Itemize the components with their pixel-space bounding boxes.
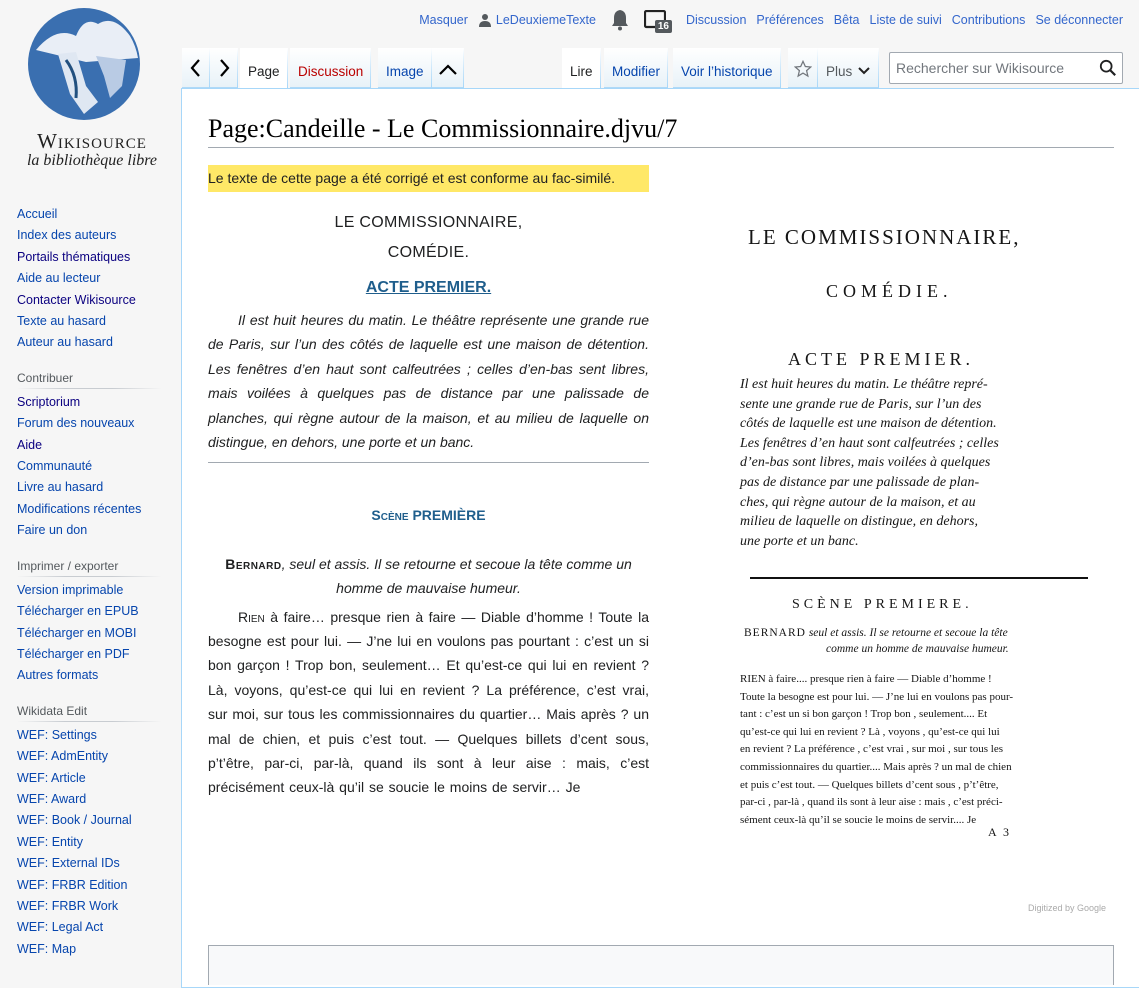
- scan-title: LE COMMISSIONNAIRE,: [748, 225, 1021, 249]
- sidebar-item[interactable]: [17, 623, 162, 644]
- tab-page[interactable]: Page: [240, 48, 288, 88]
- sidebar-link-wef-award[interactable]: WEF: Award: [17, 791, 87, 806]
- sidebar-item[interactable]: [17, 332, 162, 353]
- star-icon: [794, 60, 812, 78]
- scan-speech-line: sément ceux-là qu’il se soucie le moins de servir.... Je: [740, 813, 977, 826]
- logo-wordmark: Wikisource: [37, 129, 147, 153]
- sidebar-link-imprimable[interactable]: Version imprimable: [17, 582, 124, 597]
- scan-stage-line: ches, qui règne autour de la maison, et au: [740, 494, 976, 510]
- sidebar-item[interactable]: [17, 644, 162, 665]
- search-box: [889, 52, 1123, 84]
- character-didascalie: [208, 552, 649, 601]
- sidebar-heading-contribuer: Contribuer: [17, 371, 162, 389]
- act-heading[interactable]: [208, 276, 649, 300]
- scene-word: Scène: [371, 507, 409, 524]
- play-title-line: LE COMMISSIONNAIRE,: [334, 213, 523, 231]
- sidebar-link-wef-entity[interactable]: WEF: Entity: [17, 834, 83, 849]
- sidebar-item[interactable]: [17, 290, 162, 311]
- more-menu[interactable]: [818, 48, 879, 88]
- prev-page-button[interactable]: [182, 48, 210, 88]
- sidebar-link-wef-map[interactable]: WEF: Map: [17, 941, 77, 956]
- play-title: [208, 208, 649, 268]
- scan-speech-line: Toute la besogne est pour lui. — J’ne lui en voulons pas pour-: [740, 690, 1014, 703]
- scan-stage-line: une porte et un banc.: [740, 533, 859, 549]
- sidebar-item[interactable]: [17, 725, 162, 746]
- wikisource-globe-icon: [26, 6, 142, 122]
- preferences-link[interactable]: Préférences: [756, 13, 824, 27]
- sidebar-heading-export: Imprimer / exporter: [17, 559, 162, 577]
- speech-text: [208, 605, 649, 800]
- act-heading-link[interactable]: ACTE PREMIER.: [365, 278, 492, 296]
- sidebar-wikidata: [17, 725, 162, 960]
- sidebar-link-modifications[interactable]: Modifications récentes: [17, 501, 142, 516]
- character-name: Bernard: [225, 555, 282, 572]
- page-tabs: [182, 48, 1123, 88]
- search-input[interactable]: [890, 54, 1094, 82]
- stage-direction: Il est huit heures du matin. Le théâtre représente une grande rue de Paris, sur l’un des côtés de laquelle est une maison de détention. Les fenêtres d’en haut sont calfeutrées ; celles d’en-bas sent libres, mais voilées à quelques pas de distance par une palissade de planches, qui règne autour de la maison, et au milieu de laquelle on distingue, en dehors, une porte et un banc.: [208, 311, 649, 450]
- scan-signature: A 3: [988, 825, 1012, 839]
- sidebar-item[interactable]: [17, 268, 162, 289]
- sidebar-item[interactable]: [17, 832, 162, 853]
- footer-box: [208, 945, 1114, 985]
- sidebar-link-portails[interactable]: Portails thématiques: [17, 249, 131, 264]
- scan-rule: [750, 577, 1088, 579]
- sidebar-item[interactable]: [17, 204, 162, 225]
- user-icon: [478, 13, 492, 27]
- sidebar-link-wef-article[interactable]: WEF: Article: [17, 770, 86, 785]
- sidebar-link-wef-settings[interactable]: WEF: Settings: [17, 727, 97, 742]
- tab-discussion[interactable]: Discussion: [290, 48, 371, 88]
- scene-heading: [208, 503, 649, 527]
- speech-body: à faire… presque rien à faire — Diable d’homme ! Toute la besogne est pour lui. — J’ne lui en voulons pas pourtant : c’est un si bon garçon ! Trop bon, seulement… Et qu’est-ce qui lui en revient ? Là, voyons, qu’est-ce qui lui en revient ? La préférence, c’est vrai, sur moi, sur tous les commissionnaires du quartier… Mais après ? un mal de chien, et puis c’est tout. — Quelques billets d’cent sous, p’t’être, par-ci, par-là, quand ils sont à leur aise : mais, c’est précisément ceux-là qu’il se soucie le moins de servir… Je: [208, 608, 649, 796]
- chevron-up-icon: [438, 62, 458, 78]
- contributions-link[interactable]: Contributions: [951, 13, 1026, 27]
- logo-tagline: la bibliothèque libre: [26, 152, 158, 169]
- sidebar-link-forum[interactable]: Forum des nouveaux: [17, 416, 135, 431]
- sidebar-link-wef-frbr-work[interactable]: WEF: FRBR Work: [17, 898, 119, 913]
- sidebar-item[interactable]: [17, 456, 162, 477]
- sidebar-link-epub[interactable]: Télécharger en EPUB: [17, 604, 139, 619]
- scan-bernard-rest: seul et assis. Il se retourne et secoue la tête: [805, 627, 1008, 639]
- sidebar-link-texte-hasard[interactable]: Texte au hasard: [17, 314, 106, 329]
- sidebar-item[interactable]: [17, 896, 162, 917]
- scan-stage-line: Les fenêtres d’en haut sont calfeutrées ; celles: [740, 435, 999, 451]
- beta-link[interactable]: Bêta: [833, 13, 860, 27]
- search-icon: [1099, 59, 1117, 77]
- notification-badge: 16: [655, 20, 672, 33]
- sidebar-link-wef-frbr-edition[interactable]: WEF: FRBR Edition: [17, 877, 128, 892]
- scan-stage-line: Il est huit heures du matin. Le théâtre repré-: [740, 377, 988, 392]
- sidebar-item[interactable]: [17, 311, 162, 332]
- scan-speech-line: en revient ? La préférence , c’est vrai , sur moi , sur tous les: [740, 743, 1003, 756]
- sidebar-link-wef-external-ids[interactable]: WEF: External IDs: [17, 856, 120, 871]
- user-talk-link[interactable]: Discussion: [685, 13, 747, 27]
- sidebar-item[interactable]: [17, 247, 162, 268]
- sidebar-item[interactable]: [17, 392, 162, 413]
- user-name: LeDeuxiemeTexte: [495, 13, 596, 27]
- scan-comedie: COMÉDIE.: [826, 281, 953, 301]
- sidebar-link-auteurs[interactable]: Index des auteurs: [17, 228, 117, 243]
- play-subtitle-line: COMÉDIE.: [387, 243, 470, 261]
- sidebar-contribuer: [17, 392, 162, 542]
- sidebar-link-wef-legal-act[interactable]: WEF: Legal Act: [17, 920, 104, 935]
- chevron-down-icon: [857, 66, 871, 76]
- sidebar-link-wef-admentity[interactable]: WEF: AdmEntity: [17, 749, 108, 764]
- sidebar-item[interactable]: [17, 499, 162, 520]
- sidebar-link-accueil[interactable]: Accueil: [17, 207, 58, 221]
- scan-bernard: BERNARD: [744, 627, 806, 639]
- scan-speech-line: par-ci , par-là , quand ils sont à leur aise : mais , c’est préci-: [740, 796, 1003, 809]
- sidebar-item[interactable]: [17, 601, 162, 622]
- sidebar-link-don[interactable]: Faire un don: [17, 523, 88, 538]
- scan-acte: ACTE PREMIER.: [788, 349, 975, 369]
- sidebar-item[interactable]: [17, 580, 162, 601]
- sidebar-link-formats[interactable]: Autres formats: [17, 668, 99, 683]
- sidebar-link-auteur-hasard[interactable]: Auteur au hasard: [17, 335, 113, 350]
- watch-star-button[interactable]: [788, 48, 818, 88]
- scan-stage-line: pas de distance par une palissade de plan-: [740, 475, 980, 490]
- alerts-button[interactable]: [610, 9, 630, 31]
- logout-link[interactable]: Se déconnecter: [1035, 13, 1123, 27]
- sidebar-link-mobi[interactable]: Télécharger en MOBI: [17, 625, 137, 640]
- main-content: [181, 88, 1139, 988]
- sidebar-item[interactable]: [17, 665, 162, 686]
- sidebar-link-pdf[interactable]: Télécharger en PDF: [17, 646, 130, 661]
- chevron-left-icon: [188, 58, 204, 78]
- page-title: Page:Candeille - Le Commissionnaire.djvu/7: [208, 113, 1114, 148]
- sidebar-link-communaute[interactable]: Communauté: [17, 459, 93, 474]
- toggle-header-button[interactable]: [432, 48, 464, 88]
- sidebar-item[interactable]: [17, 875, 162, 896]
- scanned-page-image[interactable]: [682, 189, 1114, 917]
- search-button[interactable]: [1094, 59, 1122, 77]
- sidebar-item[interactable]: [17, 853, 162, 874]
- user-link[interactable]: [478, 13, 596, 27]
- tab-lire[interactable]: Lire: [562, 48, 601, 88]
- scan-character: [744, 627, 1008, 639]
- sidebar-link-wef-book[interactable]: WEF: Book / Journal: [17, 813, 132, 828]
- sidebar-heading-wikidata: Wikidata Edit: [17, 704, 162, 722]
- sidebar-link-livre-hasard[interactable]: Livre au hasard: [17, 480, 104, 495]
- sidebar-item[interactable]: [17, 225, 162, 246]
- sidebar-export: [17, 580, 162, 687]
- scene-number: PREMIÈRE: [412, 507, 486, 524]
- chevron-right-icon: [216, 58, 232, 78]
- sidebar-item[interactable]: [17, 810, 162, 831]
- scan-stage-line: d’en-bas sont libres, mais voilées à quelques: [740, 455, 991, 471]
- scan-speech-line: qu’est-ce qui lui en revient ? Là , voyons , qu’est-ce qui lui: [740, 725, 1000, 738]
- scan-character-line2: comme un homme de mauvaise humeur.: [826, 643, 1009, 655]
- sidebar-link-contacter[interactable]: Contacter Wikisource: [17, 292, 136, 307]
- sidebar-item[interactable]: [17, 917, 162, 938]
- speech-first-word: Rien: [238, 608, 265, 625]
- tab-historique[interactable]: Voir l’historique: [673, 48, 781, 88]
- sidebar-item[interactable]: [17, 789, 162, 810]
- tab-image[interactable]: Image: [378, 48, 432, 88]
- sidebar-link-aide[interactable]: Aide: [17, 437, 43, 452]
- scan-speech-line: et puis c’est tout. — Quelques billets d’cent sous , p’t’être,: [740, 778, 999, 791]
- tab-modifier[interactable]: Modifier: [604, 48, 668, 88]
- sidebar-item[interactable]: [17, 413, 162, 434]
- next-page-button[interactable]: [210, 48, 238, 88]
- scan-stage-line: sente une grande rue de Paris, sur l’un des: [740, 396, 982, 412]
- more-menu-label: Plus: [826, 64, 853, 79]
- transcription-column: [208, 165, 649, 800]
- sidebar-link-aide-lecteur[interactable]: Aide au lecteur: [17, 271, 101, 286]
- bell-icon: [610, 9, 630, 31]
- sidebar-item[interactable]: [17, 939, 162, 960]
- scan-stage-line: milieu de laquelle on distingue, en dehors,: [740, 514, 978, 530]
- notices-button[interactable]: [644, 10, 669, 32]
- sidebar-item[interactable]: [17, 477, 162, 498]
- sidebar: [17, 204, 162, 960]
- character-direction: , seul et assis. Il se retourne et secoue la tête comme un homme de mauvaise humeur.: [281, 555, 632, 597]
- sidebar-navigation: [17, 204, 162, 354]
- personal-toolbar: [409, 6, 1123, 34]
- scan-stage-line: côtés de laquelle est une maison de détention.: [740, 416, 997, 432]
- masquer-link[interactable]: Masquer: [419, 13, 468, 27]
- quality-notice: Le texte de cette page a été corrigé et est conforme au fac-similé.: [208, 165, 649, 192]
- section-divider: [208, 462, 649, 463]
- sidebar-item[interactable]: [17, 435, 162, 456]
- scan-scene: SCÈNE PREMIERE.: [792, 597, 973, 612]
- watchlist-link[interactable]: Liste de suivi: [869, 13, 942, 27]
- digitized-by-google: Digitized by Google: [1027, 903, 1106, 913]
- scan-speech-line: RIEN à faire.... presque rien à faire — Diable d’homme !: [740, 673, 992, 685]
- sidebar-item[interactable]: [17, 768, 162, 789]
- scan-speech-line: tant : c’est un si bon garçon ! Trop bon , seulement.... Et: [740, 708, 988, 721]
- sidebar-item[interactable]: [17, 746, 162, 767]
- sidebar-item[interactable]: [17, 520, 162, 541]
- sidebar-link-scriptorium[interactable]: Scriptorium: [17, 394, 81, 409]
- scan-speech-line: commissionnaires du quartier.... Mais après ? un mal de chien: [740, 761, 1012, 773]
- wikisource-logo[interactable]: [12, 4, 162, 174]
